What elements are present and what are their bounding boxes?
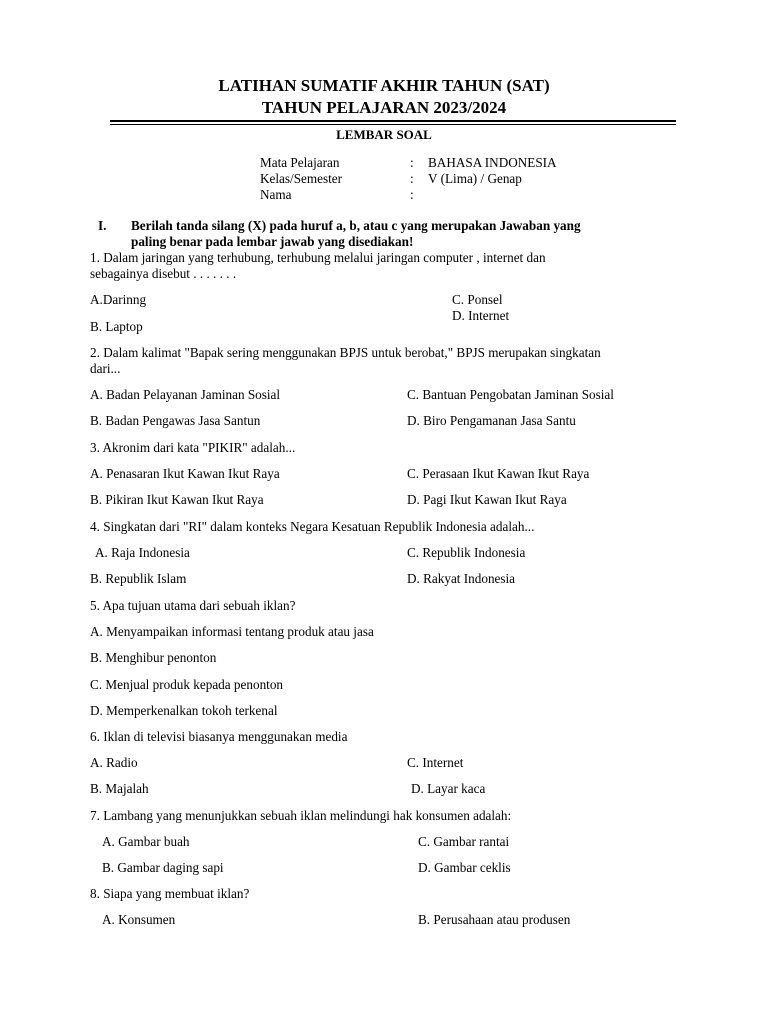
question-6-option-c: C. Internet	[407, 755, 464, 770]
question-6-option-a: A. Radio	[90, 755, 138, 770]
question-2-option-b: B. Badan Pengawas Jasa Santun	[90, 413, 261, 428]
question-5-option-a: A. Menyampaikan informasi tentang produk atau jasa	[90, 624, 374, 639]
question-8-option-a: A. Konsumen	[102, 912, 176, 927]
question-5-option-b: B. Menghibur penonton	[90, 650, 217, 665]
info-value-class: V (Lima) / Genap	[428, 171, 522, 186]
question-5-option-c: C. Menjual produk kepada penonton	[90, 677, 284, 692]
question-3-option-c: C. Perasaan Ikut Kawan Ikut Raya	[407, 466, 590, 481]
question-3-option-b: B. Pikiran Ikut Kawan Ikut Raya	[90, 492, 264, 507]
document-title: LATIHAN SUMATIF AKHIR TAHUN (SAT)	[218, 76, 550, 95]
question-2-option-a: A. Badan Pelayanan Jaminan Sosial	[90, 387, 281, 402]
question-4-option-a: A. Raja Indonesia	[95, 545, 190, 560]
document-year: TAHUN PELAJARAN 2023/2024	[261, 98, 507, 117]
question-2-option-c: C. Bantuan Pengobatan Jaminan Sosial	[407, 387, 614, 402]
header-divider-thin	[110, 124, 676, 125]
instruction-line-2: paling benar pada lembar jawab yang disediakan!	[131, 234, 414, 249]
question-4-option-b: B. Republik Islam	[90, 571, 187, 586]
question-7-option-a: A. Gambar buah	[102, 834, 190, 849]
info-label-subject: Mata Pelajaran	[260, 155, 340, 170]
info-label-name: Nama	[260, 187, 292, 202]
question-1-option-d: D. Internet	[452, 308, 510, 323]
question-7-option-c: C. Gambar rantai	[418, 834, 510, 849]
question-7-option-d: D. Gambar ceklis	[418, 860, 511, 875]
info-label-class: Kelas/Semester	[260, 171, 343, 186]
question-1-option-a: A.Darinng	[90, 292, 147, 307]
question-4-option-c: C. Republik Indonesia	[407, 545, 526, 560]
question-7-text: 7. Lambang yang menunjukkan sebuah iklan melindungi hak konsumen adalah:	[90, 808, 512, 823]
question-2-text-cont: dari...	[90, 361, 121, 376]
instruction-line-1: Berilah tanda silang (X) pada huruf a, b, atau c yang merupakan Jawaban yang	[131, 218, 581, 233]
info-sep-name: :	[410, 187, 414, 202]
question-1-text: 1. Dalam jaringan yang terhubung, terhubung melalui jaringan computer , internet dan	[90, 250, 546, 265]
instruction-number: I.	[98, 218, 107, 233]
question-1-option-b: B. Laptop	[90, 319, 143, 334]
question-2-text: 2. Dalam kalimat "Bapak sering menggunakan BPJS untuk berobat," BPJS merupakan singkatan	[90, 345, 601, 360]
question-5-option-d: D. Memperkenalkan tokoh terkenal	[90, 703, 278, 718]
question-8-option-b: B. Perusahaan atau produsen	[418, 912, 571, 927]
question-7-option-b: B. Gambar daging sapi	[102, 860, 224, 875]
document-subtitle: LEMBAR SOAL	[336, 127, 432, 142]
info-sep-subject: :	[410, 155, 414, 170]
question-4-option-d: D. Rakyat Indonesia	[407, 571, 516, 586]
question-3-option-d: D. Pagi Ikut Kawan Ikut Raya	[407, 492, 567, 507]
info-sep-class: :	[410, 171, 414, 186]
question-6-option-b: B. Majalah	[90, 781, 149, 796]
question-1-option-c: C. Ponsel	[452, 292, 503, 307]
question-6-option-d: D. Layar kaca	[411, 781, 486, 796]
question-3-option-a: A. Penasaran Ikut Kawan Ikut Raya	[90, 466, 280, 481]
question-4-text: 4. Singkatan dari "RI" dalam konteks Negara Kesatuan Republik Indonesia adalah...	[90, 519, 535, 534]
question-5-text: 5. Apa tujuan utama dari sebuah iklan?	[90, 598, 296, 613]
question-3-text: 3. Akronim dari kata "PIKIR" adalah...	[90, 440, 296, 455]
question-6-text: 6. Iklan di televisi biasanya menggunakan media	[90, 729, 348, 744]
question-8-text: 8. Siapa yang membuat iklan?	[90, 886, 250, 901]
header-divider-thick	[110, 120, 676, 122]
question-1-text-cont: sebagainya disebut . . . . . . .	[90, 266, 237, 281]
info-value-subject: BAHASA INDONESIA	[428, 155, 557, 170]
question-2-option-d: D. Biro Pengamanan Jasa Santu	[407, 413, 576, 428]
